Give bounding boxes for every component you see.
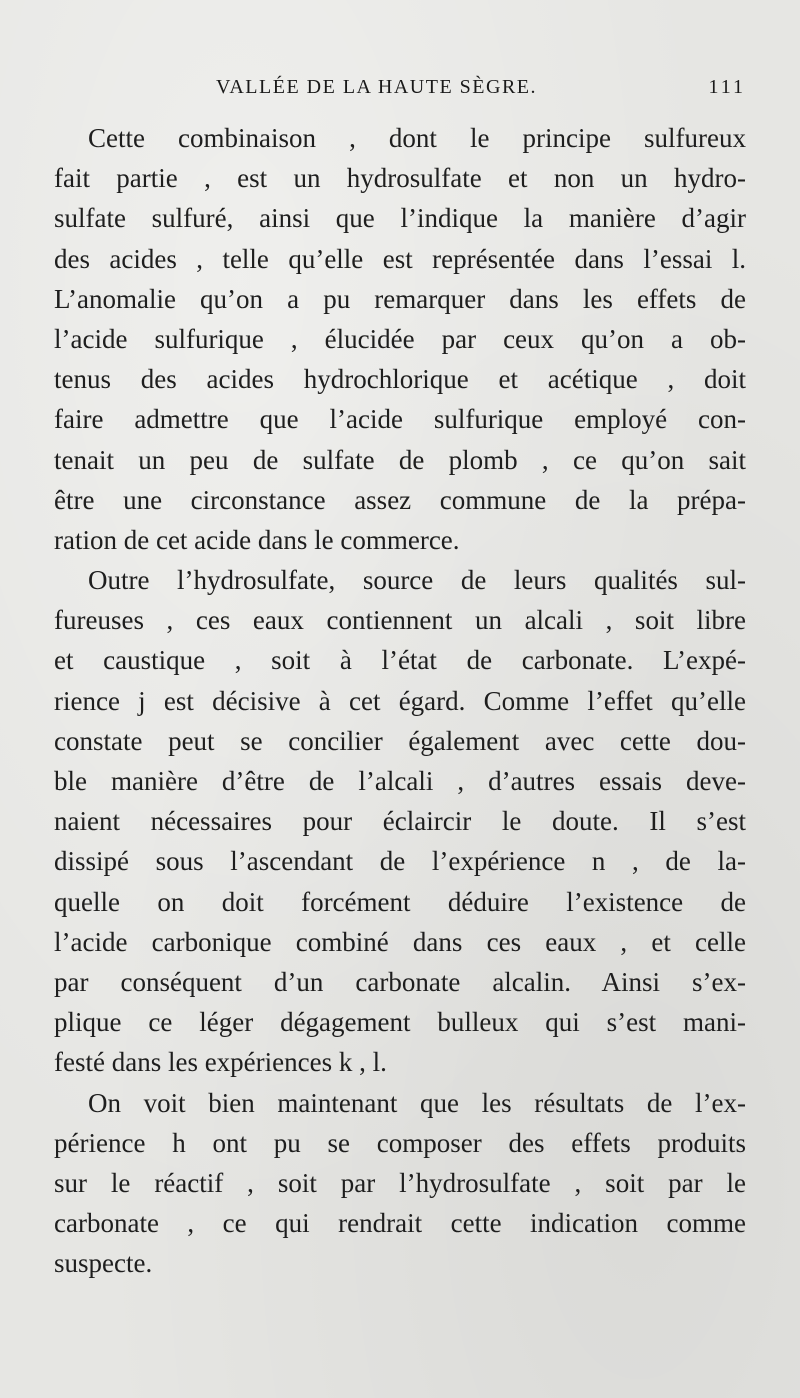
text-line: L’anomalie qu’on a pu remarquer dans les effets de [54,283,746,314]
text-line: suspecte. [54,1248,153,1279]
text-line: périence h ont pu se composer des effets produits [54,1127,746,1158]
text-line: rience j est décisive à cet égard. Comme l’effet qu’elle [54,685,746,716]
text-line: fait partie , est un hydrosulfate et non un hydro- [54,163,746,194]
running-head-title: VALLÉE DE LA HAUTE SÈGRE. [216,76,537,98]
text-line: festé dans les expériences k , l. [54,1047,387,1078]
text-line: l’acide sulfurique , élucidée par ceux qu’on a ob- [54,323,746,354]
text-line: ration de cet acide dans le commerce. [54,524,460,555]
text-line: fureuses , ces eaux contiennent un alcali , soit libre [54,605,746,636]
paragraph-1 [54,118,746,560]
text-line: tenait un peu de sulfate de plomb , ce qu’on sait [54,444,746,475]
text-line: carbonate , ce qui rendrait cette indication comme [54,1208,746,1239]
text-line: par conséquent d’un carbonate alcalin. Ainsi s’ex- [54,966,746,997]
text-line: naient nécessaires pour éclaircir le doute. Il s’est [54,806,746,837]
text-line: plique ce léger dégagement bulleux qui s’est mani- [54,1007,746,1038]
body-text [54,118,746,1283]
text-line: et caustique , soit à l’état de carbonate. L’expé- [54,645,746,676]
text-line: sulfate sulfuré, ainsi que l’indique la manière d’agir [54,203,746,234]
text-line: dissipé sous l’ascendant de l’expérience n , de la- [54,846,746,877]
text-line: des acides , telle qu’elle est représentée dans l’essai l. [54,243,746,274]
text-line: On voit bien maintenant que les résultats de l’ex- [88,1087,746,1118]
running-head [56,76,746,106]
text-line: être une circonstance assez commune de la prépa- [54,484,746,515]
text-line: Outre l’hydrosulfate, source de leurs qualités sul- [88,565,746,596]
text-line: tenus des acides hydrochlorique et acétique , doit [54,364,746,395]
text-line: constate peut se concilier également avec cette dou- [54,725,746,756]
paragraph-3 [54,1083,746,1284]
text-line: quelle on doit forcément déduire l’existence de [54,886,746,917]
text-line: Cette combinaison , dont le principe sulfureux [88,123,746,153]
text-line: l’acide carbonique combiné dans ces eaux , et celle [54,926,746,957]
page-number: 111 [708,76,746,98]
text-line: ble manière d’être de l’alcali , d’autres essais deve- [54,766,746,796]
text-line: sur le réactif , soit par l’hydrosulfate , soit par le [54,1167,746,1198]
text-line: faire admettre que l’acide sulfurique employé con- [54,404,746,435]
paragraph-2 [54,560,746,1082]
